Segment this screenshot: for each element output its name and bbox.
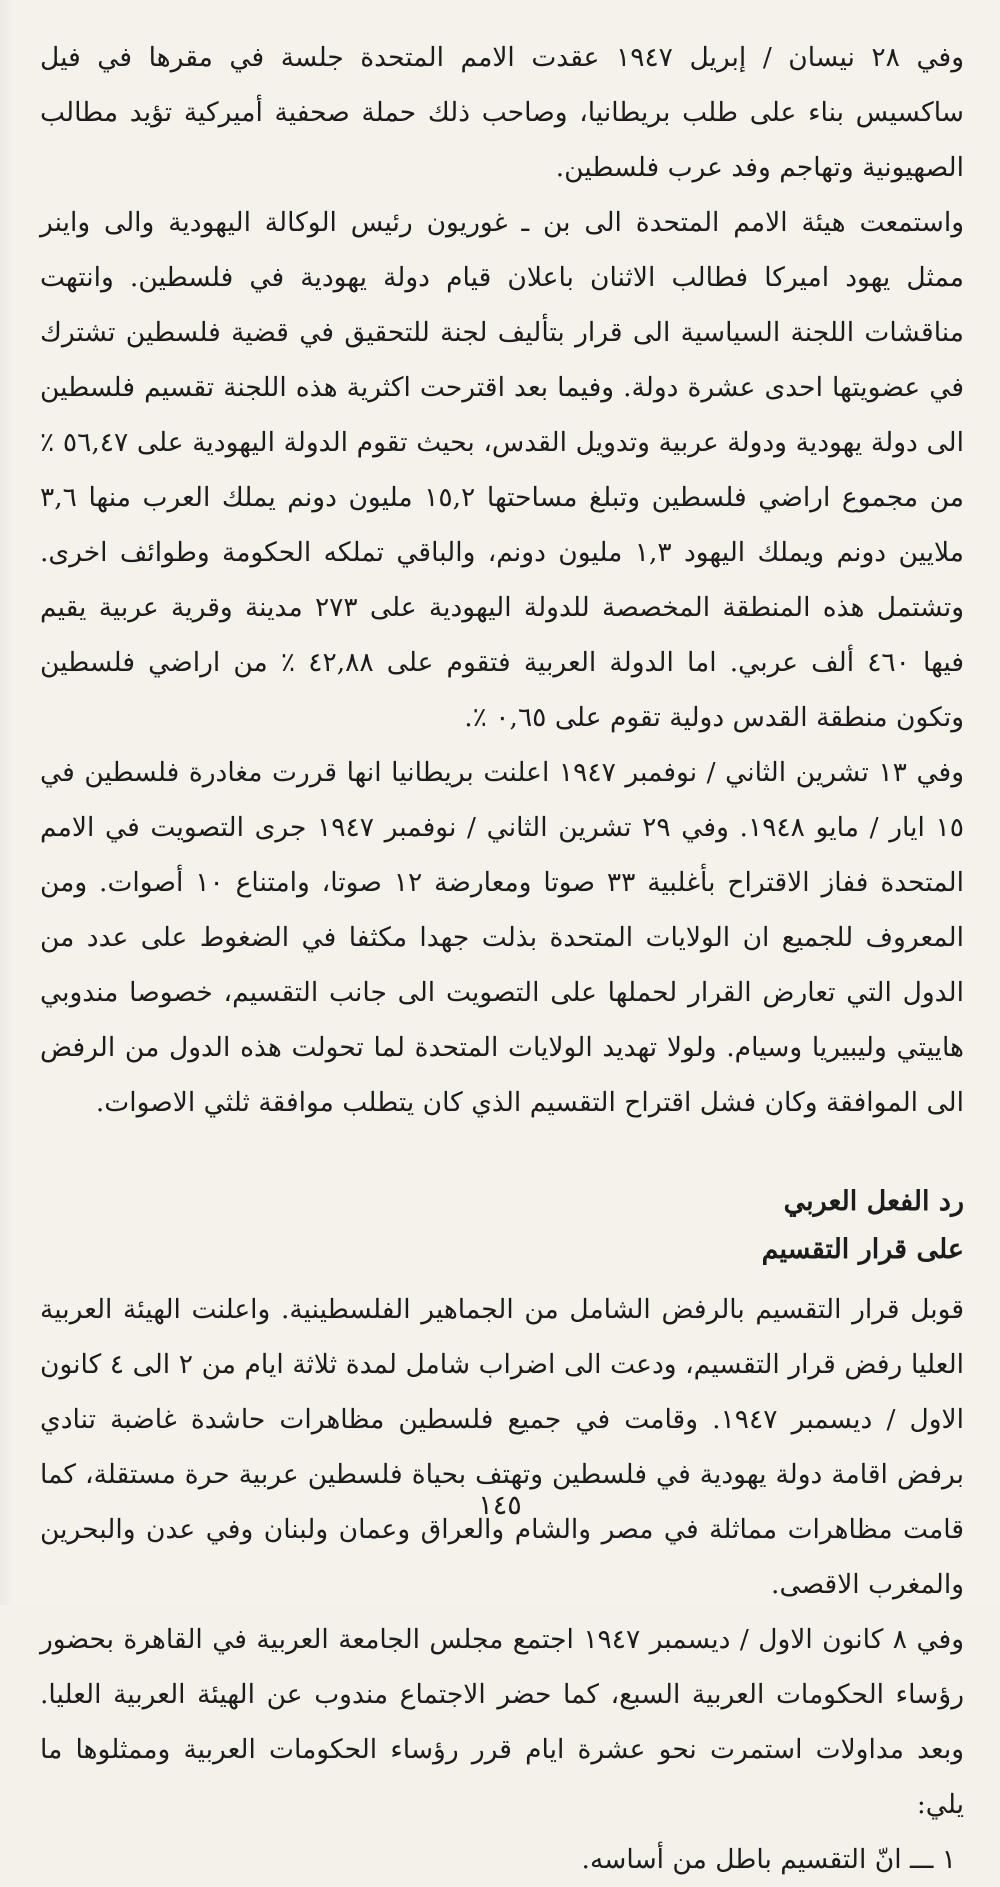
paragraph-un-session: وفي ٢٨ نيسان / إبريل ١٩٤٧ عقدت الامم المتحدة جلسة في مقرها في فيل ساكسيس بناء على طلب بريطانيا، وصاحب ذلك حملة صحفية أميركية تؤيد مطالب الصهيونية وتهاجم وفد عرب فلسطين. <box>40 42 964 183</box>
paragraph-rejection: قوبل قرار التقسيم بالرفض الشامل من الجماهير الفلسطينية. واعلنت الهيئة العربية العليا رفض قرار التقسيم، ودعت الى اضراب شامل لمدة ثلاثة ايام من ٢ الى ٤ كانون الاول / ديسمبر ١٩٤٧. وقامت في جميع فلسطين مظاهرات حاشدة غاضبة تنادي برفض اقامة دولة يهودية في فلسطين وتهتف بحياة فلسطين عربية حرة مستقلة، كما قامت مظاهرات مماثلة في مصر والشام والعراق وعمان ولبنان وفي عدن والبحرين والمغرب الاقصى. <box>40 1294 965 1600</box>
section-title-line-2: على قرار التقسيم <box>761 1234 964 1265</box>
page-number: ١٤٥ <box>478 1490 522 1521</box>
paragraph-partition-plan: واستمعت هيئة الامم المتحدة الى بن ـ غوريون رئيس الوكالة اليهودية والى واينر ممثل يهود اميركا فطالب الاثنان باعلان قيام دولة يهودية في فلسطين. وانتهت مناقشات اللجنة السياسية الى قرار بتأليف لجنة للتحقيق في قضية فلسطين تشترك في عضويتها احدى عشرة دولة. وفيما بعد اقترحت اكثرية هذه اللجنة تقسيم فلسطين الى دولة يهودية ودولة عربية وتدويل القدس، بحيث تقوم الدولة اليهودية على ٥٦,٤٧ ٪ من مجموع اراضي فلسطين وتبلغ مساحتها ١٥,٢ مليون دونم يملك العرب منها ٣,٦ ملايين دونم ويملك اليهود ١,٣ مليون دونم، والباقي تملكه الحكومة وطوائف اخرى. وتشتمل هذه المنطقة المخصصة للدولة اليهودية على ٢٧٣ مدينة وقرية عربية يقيم فيها ٤٦٠ ألف عربي. اما الدولة العربية فتقوم على ٤٢,٨٨ ٪ من اراضي فلسطين وتكون منطقة القدس دولية تقوم على ٠,٦٥ ٪. <box>40 207 964 733</box>
section-title-line-1: رد الفعل العربي <box>783 1186 964 1217</box>
section-arab-reaction <box>40 1178 964 1274</box>
list-item-1: ١ ـــ انّ التقسيم باطل من أساسه. <box>581 1844 956 1875</box>
paragraph-arab-league-meeting: وفي ٨ كانون الاول / ديسمبر ١٩٤٧ اجتمع مجلس الجامعة العربية في القاهرة بحضور رؤساء الحكومات العربية السبع، كما حضر الاجتماع مندوب عن الهيئة العربية العليا. وبعد مداولات استمرت نحو عشرة ايام قرر رؤساء الحكومات العربية وممثلوها ما يلي: <box>40 1624 965 1820</box>
paragraph-un-vote: وفي ١٣ تشرين الثاني / نوفمبر ١٩٤٧ اعلنت بريطانيا انها قررت مغادرة فلسطين في ١٥ ايار / مايو ١٩٤٨. وفي ٢٩ تشرين الثاني / نوفمبر ١٩٤٧ جرى التصويت في الامم المتحدة ففاز الاقتراح بأغلبية ٣٣ صوتا ومعارضة ١٢ صوتا، وامتناع ١٠ أصوات. ومن المعروف للجميع ان الولايات المتحدة بذلت جهدا مكثفا في الضغوط على عدد من الدول التي تعارض القرار لحملها على التصويت الى جانب التقسيم، خصوصا مندوبي هاييتي وليبيريا وسيام. ولولا تهديد الولايات المتحدة لما تحولت هذه الدول من الرفض الى الموافقة وكان فشل اقتراح التقسيم الذي كان يتطلب موافقة ثلثي الاصوات. <box>40 757 964 1118</box>
